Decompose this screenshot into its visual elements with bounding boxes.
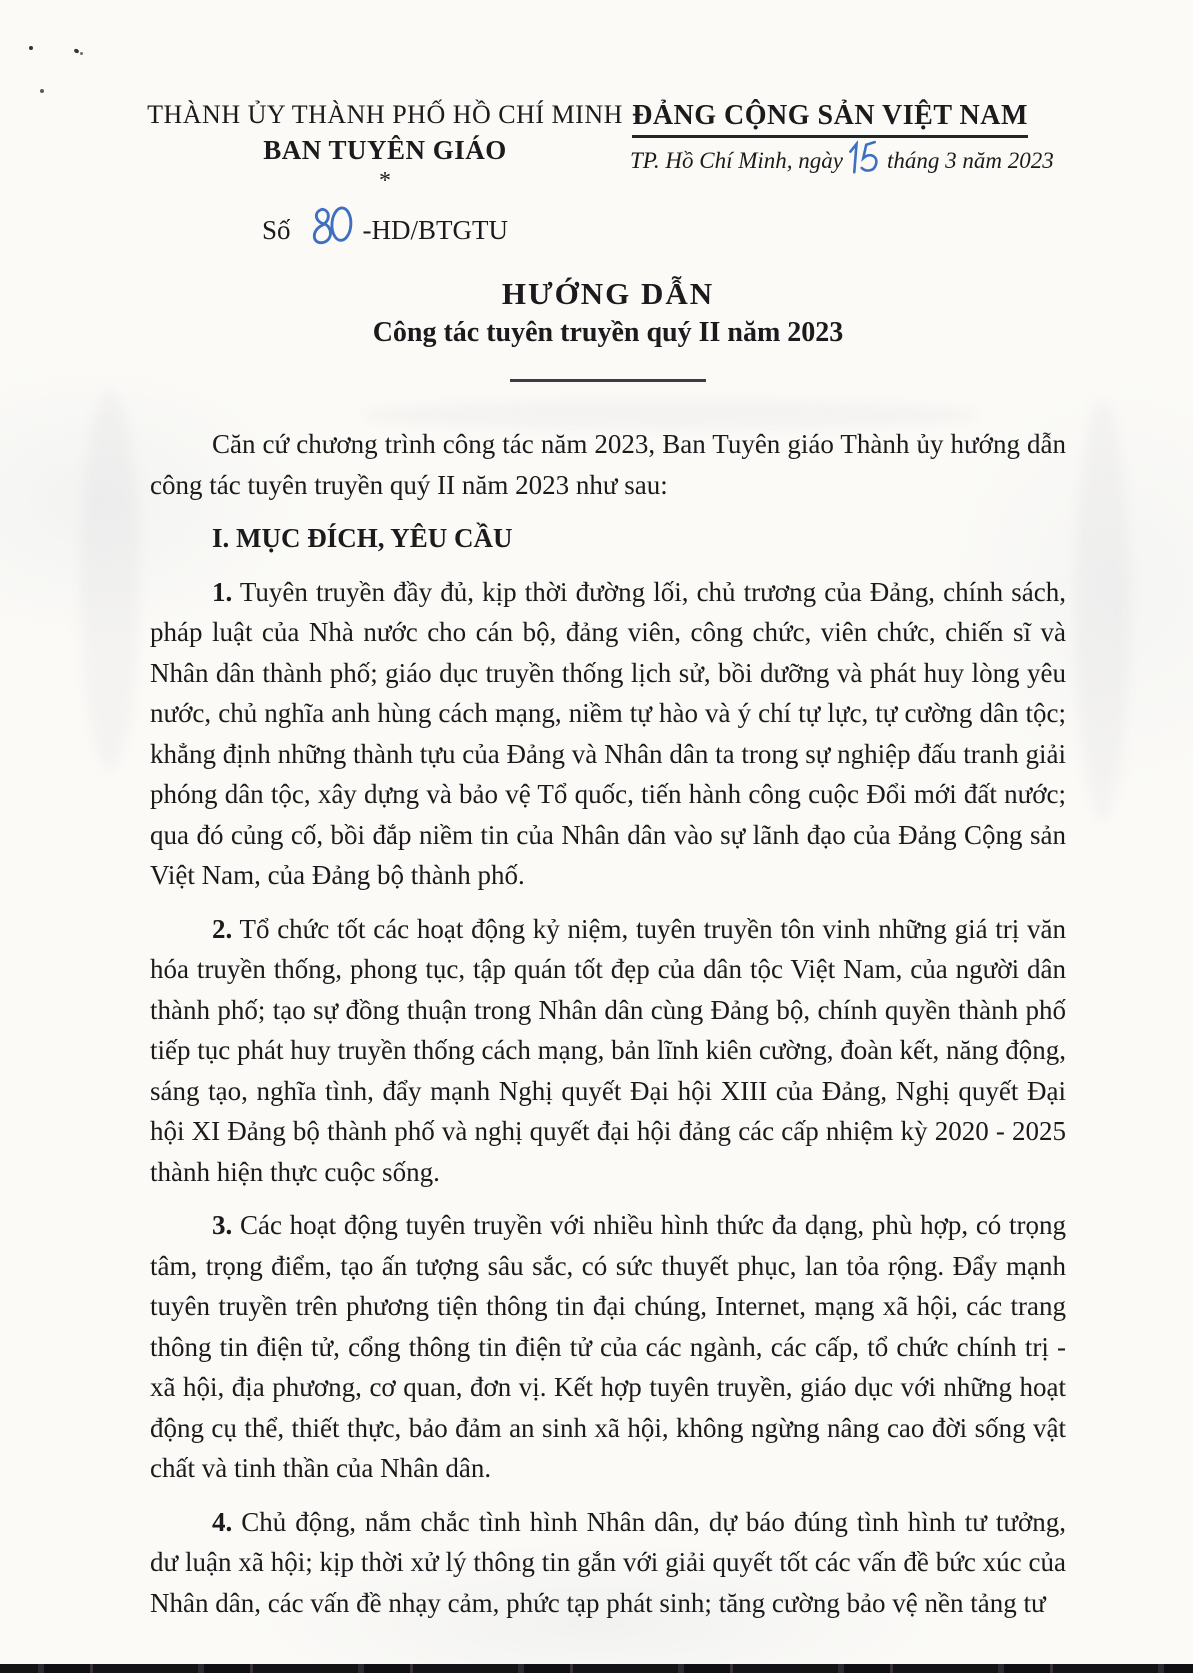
scan-speck xyxy=(73,48,79,54)
document-type-title: HƯỚNG DẪN xyxy=(501,276,715,311)
scan-speck xyxy=(40,89,44,93)
issuing-authority-block xyxy=(140,100,630,251)
paragraph-number: 2. xyxy=(212,913,233,944)
document-number-line xyxy=(140,201,630,251)
national-motto-block xyxy=(630,100,1054,176)
body-paragraph-3 xyxy=(150,1205,1066,1489)
handwritten-day-number xyxy=(843,138,887,178)
party-name-line: ĐẢNG CỘNG SẢN VIỆT NAM xyxy=(632,100,1028,138)
body-paragraph-2 xyxy=(150,909,1066,1193)
scan-bottom-edge-artifact xyxy=(0,1664,1193,1673)
date-suffix: tháng 3 năm 2023 xyxy=(886,148,1054,173)
scan-speck xyxy=(80,52,83,55)
document-number-prefix: Số xyxy=(261,215,291,245)
body-paragraph-4 xyxy=(150,1502,1066,1624)
separator-star: * xyxy=(379,168,391,194)
document-body xyxy=(150,424,1066,1636)
handwritten-document-number xyxy=(299,199,356,253)
date-prefix: TP. Hồ Chí Minh, ngày xyxy=(630,148,843,173)
paragraph-text: Tuyên truyền đầy đủ, kịp thời đường lối, chủ trương của Đảng, chính sách, pháp luật của Nhà nước cho cán bộ, đảng viên, công chức, viên chức, chiến sĩ và Nhân dân thành phố; giáo dục truyền thống lịch sử, bồi dưỡng và phát huy lòng yêu nước, chủ nghĩa anh hùng cách mạng, niềm tự hào và ý chí tự lực, tự cường dân tộc; khẳng định những thành tựu của Đảng và Nhân dân ta trong sự nghiệp đấu tranh giải phóng dân tộc, xây dựng và bảo vệ Tổ quốc, tiến hành công cuộc Đổi mới đất nước; qua đó củng cố, bồi đắp niềm tin của Nhân dân vào sự lãnh đạo của Đảng Cộng sản Việt Nam, của Đảng bộ thành phố. xyxy=(150,576,1066,890)
issuing-department-name: BAN TUYÊN GIÁO xyxy=(263,135,507,165)
body-paragraph-1 xyxy=(150,572,1066,896)
section-heading: I. MỤC ĐÍCH, YÊU CẦU xyxy=(212,523,513,553)
scan-speck xyxy=(29,46,33,50)
paragraph-text: Tổ chức tốt các hoạt động kỷ niệm, tuyên truyền tôn vinh những giá trị văn hóa truyền thống, phong tục, tập quán tốt đẹp của dân tộc Việt Nam, của người dân thành phố; tạo sự đồng thuận trong Nhân dân cùng Đảng bộ, chính quyền thành phố tiếp tục phát huy truyền thống cách mạng, bản lĩnh kiên cường, đoàn kết, năng động, sáng tạo, nghĩa tình, đẩy mạnh Nghị quyết Đại hội XIII của Đảng, Nghị quyết Đại hội XI Đảng bộ thành phố và nghị quyết đại hội đảng các cấp nhiệm kỳ 2020 - 2025 thành hiện thực cuộc sống. xyxy=(150,913,1066,1187)
document-title-block xyxy=(150,276,1066,382)
paragraph-text: Các hoạt động tuyên truyền với nhiều hình thức đa dạng, phù hợp, có trọng tâm, trọng điểm, tạo ấn tượng sâu sắc, có sức thuyết phục, lan tỏa rộng. Đẩy mạnh tuyên truyền trên phương tiện thông tin đại chúng, Internet, mạng xã hội, các trang thông tin điện tử, cổng thông tin điện tử của các ngành, các cấp, tổ chức chính trị - xã hội, địa phương, cơ quan, đơn vị. Kết hợp tuyên truyền, giáo dục với những hoạt động cụ thể, thiết thực, bảo đảm an sinh xã hội, không ngừng nâng cao đời sống vật chất và tinh thần của Nhân dân. xyxy=(150,1210,1067,1483)
paragraph-number: 3. xyxy=(212,1210,233,1240)
intro-paragraph: Căn cứ chương trình công tác năm 2023, Ban Tuyên giáo Thành ủy hướng dẫn công tác tuyên truyền quý II năm 2023 như sau: xyxy=(150,429,1066,500)
paragraph-text: Chủ động, nắm chắc tình hình Nhân dân, dự báo đúng tình hình tư tưởng, dư luận xã hội; kịp thời xử lý thông tin gắn với giải quyết tốt các vấn đề bức xúc của Nhân dân, các vấn đề nhạy cảm, phức tạp phát sinh; tăng cường bảo vệ nền tảng tư xyxy=(150,1506,1067,1618)
place-date-line xyxy=(630,140,1054,176)
paragraph-number: 1. xyxy=(212,576,233,607)
scan-smudge xyxy=(1075,400,1130,820)
document-subject-title: Công tác tuyên truyền quý II năm 2023 xyxy=(372,317,844,348)
title-divider-rule xyxy=(510,379,706,382)
scan-smudge xyxy=(80,390,140,770)
document-number-suffix: -HD/BTGTU xyxy=(362,215,508,245)
parent-organization-name: THÀNH ỦY THÀNH PHỐ HỒ CHÍ MINH xyxy=(147,100,623,129)
paragraph-number: 4. xyxy=(212,1506,233,1537)
